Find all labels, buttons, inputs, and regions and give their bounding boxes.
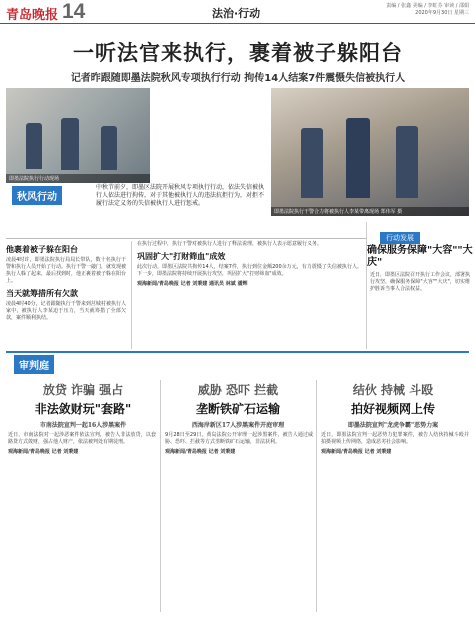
section-tag: 审判庭 bbox=[14, 355, 54, 374]
case-text: 9月28日至29日，黄岛法院公开审理一起涉黑案件，被告人通过威胁、恐吓、拦截等方式垄断铁矿石运输，非法获利。 bbox=[165, 432, 313, 445]
case-column bbox=[165, 432, 313, 612]
sidebar-text: 近日，即墨区法院召开执行工作会议，部署执行攻坚，确保服务保障"大容""大庆"，切实维护胜诉当事人合法权益。 bbox=[370, 272, 471, 292]
sidebar-label: 行动发展 bbox=[380, 232, 420, 244]
masthead-meta bbox=[386, 3, 469, 17]
divider bbox=[6, 238, 366, 239]
column-subheading: 当天就筹措所有欠款 bbox=[6, 289, 78, 298]
page-number: 14 bbox=[62, 0, 86, 23]
figure-shape bbox=[101, 126, 117, 170]
section-tag: 秋风行动 bbox=[12, 186, 62, 205]
editor-line: 责编 / 张鑫 美编 / 李虹芬 审读 / 邵娟 bbox=[386, 3, 469, 9]
case-title-block bbox=[8, 381, 158, 429]
section-title: 法治·行动 bbox=[212, 7, 261, 20]
case-column bbox=[321, 432, 469, 612]
column-subheading: 巩固扩大"打财筛血"成效 bbox=[137, 252, 226, 261]
case-kicker: 威胁 恐吓 拦截 bbox=[197, 383, 279, 397]
case-subhead: 西海岸新区17人涉黑案件开庭审理 bbox=[191, 422, 285, 429]
figure-shape bbox=[26, 123, 42, 169]
byline: 观海新闻/青岛晚报 记者 刘秉建 通讯员 林斌 潘辉 bbox=[137, 281, 248, 287]
case-headline: 非法敛财玩"套路" bbox=[34, 402, 132, 416]
main-subheadline: 记者昨跟随即墨法院秋风专项执行行动 拘传14人结案7件震慑失信被执行人 bbox=[70, 73, 406, 84]
column-divider bbox=[160, 380, 161, 612]
photo-caption: 即墨法院执行干警合力将被执行人李某带离现场 郑伟军 摄 bbox=[271, 207, 469, 216]
photo-caption: 即墨法院执行行动现场 bbox=[6, 174, 150, 183]
case-kicker: 放贷 诈骗 强占 bbox=[42, 383, 124, 397]
case-headline: 拍好视频网上传 bbox=[350, 402, 435, 416]
figure-shape bbox=[301, 128, 323, 198]
byline: 观海新闻/青岛晚报 记者 刘秉建 bbox=[8, 449, 79, 455]
case-text: 近日，市南法院对一起涉恶案件依法宣判，被告人非法放贷，以套路贷方式敛财，强占他人财产，依法被判处有期徒刑。 bbox=[8, 432, 156, 445]
photo-enforcement bbox=[271, 88, 469, 216]
masthead bbox=[0, 0, 475, 24]
column-2 bbox=[137, 241, 362, 349]
case-title-block bbox=[318, 381, 468, 429]
case-column bbox=[8, 432, 156, 612]
column-divider bbox=[316, 380, 317, 612]
figure-shape bbox=[61, 118, 79, 170]
byline: 观海新闻/青岛晚报 记者 刘秉建 bbox=[165, 449, 236, 455]
date-line: 2020年9月30日 星期三 bbox=[415, 10, 469, 16]
column-paragraph: 此次行动，即墨区法院共拘传14人，结案7件，执行到位金额200余万元，有力震慑了失信被执行人。下一步，即墨法院将持续开展执行攻坚，巩固扩大"打财筛血"成效。 bbox=[137, 264, 362, 277]
byline: 观海新闻/青岛晚报 记者 刘秉建 bbox=[321, 449, 392, 455]
case-headline: 垄断铁矿石运输 bbox=[195, 402, 280, 416]
case-title-block bbox=[163, 381, 313, 429]
column-1 bbox=[6, 241, 126, 349]
photo-court-scene bbox=[6, 88, 150, 183]
column-subheading: 他裹着被子躲在阳台 bbox=[6, 245, 78, 254]
figure-shape bbox=[346, 118, 370, 198]
column-paragraph: 在执行过程中，执行干警对被执行人进行了释法说理，被执行人表示愿意履行义务。 bbox=[137, 241, 323, 247]
case-text: 近日，即墨法院宣判一起恶势力犯罪案件，被告人结伙持械斗殴并拍摄视频上传网络，造成恶劣社会影响。 bbox=[321, 432, 469, 445]
column-paragraph: 凌晨4时许，即墨法院执行局局长带队，数十名执行干警和执行人员开始了行动。执行干警一敲门，就发现被执行人躲了起来，最后找到时，他正裹着被子躲在阳台上。 bbox=[6, 257, 127, 284]
sidebar-title: 确保服务保障"大容""大庆" bbox=[367, 245, 473, 268]
figure-shape bbox=[396, 126, 418, 198]
case-subhead: 市南法院宣判一起16人涉黑案件 bbox=[39, 422, 127, 429]
column-divider bbox=[131, 241, 132, 349]
section-divider bbox=[6, 351, 469, 353]
column-divider bbox=[366, 222, 367, 349]
brand-logo: 青岛晚报 bbox=[6, 8, 59, 23]
column-paragraph: 凌晨4时40分，记者跟随执行干警来到莒城村被执行人家中，被执行人李某迫于压力，当天就筹措了全部欠款，案件顺利执结。 bbox=[6, 301, 126, 321]
case-kicker: 结伙 持械 斗殴 bbox=[352, 383, 434, 397]
case-subhead: 即墨法院宣判"龙虎争霸"恶势力案 bbox=[347, 422, 439, 429]
story-intro: 中秋节前夕，即墨区法院开展秋风专项执行行动，依法失信被执行人依法进行拘传，对于其他被执行人的违法抗拒行为，对拒不履行法定义务的失信被执行人进行惩戒。 bbox=[96, 184, 265, 207]
main-headline: 一听法官来执行，裹着被子躲阳台 bbox=[73, 40, 403, 65]
